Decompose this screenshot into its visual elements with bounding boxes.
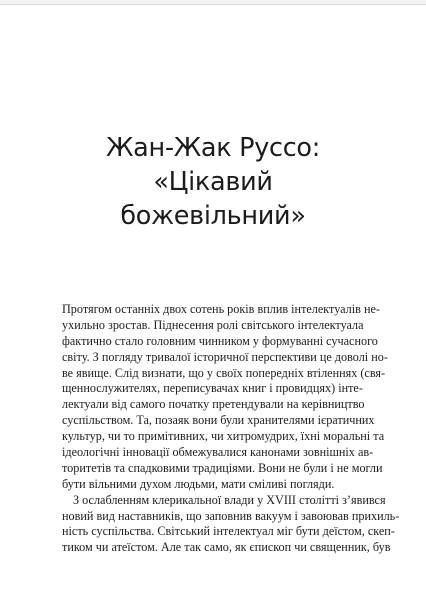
- text-line: новий вид наставників, що заповнив вакуум і завоював прихиль-: [62, 508, 400, 523]
- paragraph-2: [62, 492, 400, 557]
- text-line: З ослабленням клерикальної влади у XVIII столітті з’явився: [73, 492, 386, 507]
- chapter-title-line: «Цікавий: [153, 167, 273, 197]
- text-line: Протягом останніх двох сотень років вплив інтелектуалів не-: [62, 302, 380, 316]
- text-line: світу. З погляду тривалої історичної перспективи це доволі но-: [62, 349, 388, 364]
- text-line: ність суспільства. Світський інтелектуал міг бути деїстом, скеп-: [62, 524, 395, 539]
- text-line: культур, чи то примітивних, чи хитромудрих, їхні моральні та: [62, 429, 385, 444]
- chapter-title-line: Жан-Жак Руссо:: [105, 133, 321, 163]
- page-top-edge: [0, 0, 426, 5]
- text-line: ве явище. Слід визнати, що у своїх попередніх втіленнях (свя-: [62, 365, 386, 380]
- chapter-title-line: божевільний»: [120, 201, 306, 231]
- text-line: фактично стало головним чинником у формуванні сучасного: [62, 333, 378, 348]
- paragraph-1: [62, 302, 388, 493]
- chapter-title: [40, 131, 386, 233]
- body-text: [62, 302, 400, 556]
- text-line: торитетів та спадковими традиціями. Вони не були і не могли: [62, 460, 383, 475]
- text-line: бути вільними духом людьми, мати сміливі погляди.: [62, 476, 335, 491]
- text-line: ухильно зростав. Піднесення ролі світського інтелектуала: [62, 317, 364, 332]
- text-line: тиком чи атеїстом. Але так само, як єпископ чи священник, був: [62, 540, 391, 555]
- text-line: ідеологічні інновації обмежувалися канонами зовнішніх ав-: [62, 445, 374, 460]
- text-line: лектуали від самого початку претендували на керівництво: [62, 397, 365, 412]
- text-line: суспільством. Та, позаяк вони були хранителями ієратичних: [62, 413, 375, 428]
- text-line: щеннослужителях, переписувачах книг і провидцях) інте-: [62, 381, 363, 396]
